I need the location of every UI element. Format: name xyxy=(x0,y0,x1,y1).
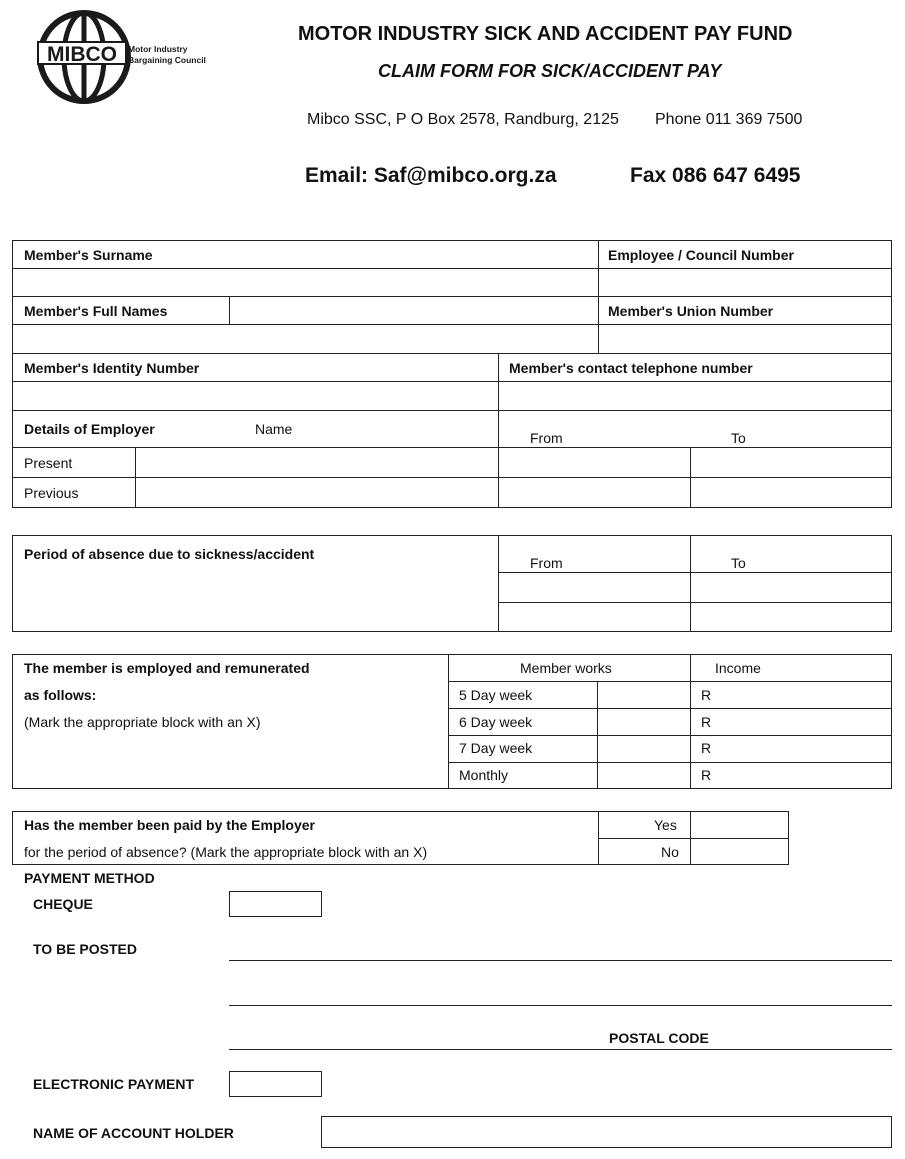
income-field-monthly[interactable] xyxy=(715,763,891,788)
income-currency: R xyxy=(701,740,712,756)
income-field-7-day[interactable] xyxy=(715,736,891,762)
member-works-header: Member works xyxy=(520,660,612,676)
present-employer-name-field[interactable] xyxy=(136,448,498,477)
remuneration-label: The member is employed and remunerated xyxy=(24,660,310,676)
absence-to-field[interactable] xyxy=(691,573,891,602)
divider xyxy=(12,410,892,411)
employer-to-header: To xyxy=(731,430,746,446)
absence-from-header: From xyxy=(530,555,563,571)
payment-method-heading: PAYMENT METHOD xyxy=(24,870,155,886)
divider xyxy=(12,353,892,354)
absence-to-header: To xyxy=(731,555,746,571)
fax-number: Fax 086 647 6495 xyxy=(630,164,801,187)
postal-address: Mibco SSC, P O Box 2578, Randburg, 2125 xyxy=(307,111,619,128)
telephone-label: Member's contact telephone number xyxy=(509,360,753,376)
income-header: Income xyxy=(715,660,761,676)
present-employer-to-field[interactable] xyxy=(691,448,891,477)
divider xyxy=(891,240,892,410)
divider xyxy=(12,240,892,241)
remuneration-label-line-2: as follows: xyxy=(24,687,97,703)
work-option-mark-7-day[interactable] xyxy=(598,736,690,762)
absence-to-field-2[interactable] xyxy=(691,603,891,631)
logo-subtext-2: Bargaining Council xyxy=(128,55,206,65)
mibco-logo xyxy=(36,7,216,107)
work-option-label: 7 Day week xyxy=(459,740,533,756)
income-currency: R xyxy=(701,767,712,783)
previous-label: Previous xyxy=(24,485,79,501)
union-number-label: Member's Union Number xyxy=(608,303,774,319)
employee-number-field[interactable] xyxy=(599,269,891,296)
employer-details-label: Details of Employer xyxy=(24,421,155,437)
divider xyxy=(891,410,892,507)
work-option-mark-monthly[interactable] xyxy=(598,763,690,788)
employer-from-header: From xyxy=(530,430,563,446)
paid-yes-box[interactable] xyxy=(691,812,788,838)
account-holder-label: NAME OF ACCOUNT HOLDER xyxy=(33,1125,234,1141)
phone-number: Phone 011 369 7500 xyxy=(655,111,803,128)
to-be-posted-label: TO BE POSTED xyxy=(33,941,137,957)
absence-from-field-2[interactable] xyxy=(499,603,690,631)
cheque-label: CHEQUE xyxy=(33,896,93,912)
logo-wordmark: MIBCO xyxy=(47,43,117,66)
work-option-label: Monthly xyxy=(459,767,509,783)
email-address: Email: Saf@mibco.org.za xyxy=(305,164,557,187)
logo-subtext-1: Motor Industry xyxy=(128,44,188,54)
work-option-label: 6 Day week xyxy=(459,714,533,730)
full-names-label: Member's Full Names xyxy=(24,303,168,319)
paid-question: Has the member been paid by the Employer xyxy=(24,817,315,833)
postal-address-line-2[interactable] xyxy=(229,1005,892,1006)
income-field-6-day[interactable] xyxy=(715,709,891,735)
employee-number-label: Employee / Council Number xyxy=(608,247,794,263)
previous-employer-to-field[interactable] xyxy=(691,478,891,507)
identity-number-field[interactable] xyxy=(13,382,498,410)
postal-code-label: POSTAL CODE xyxy=(609,1030,709,1046)
present-employer-from-field[interactable] xyxy=(499,448,690,477)
form-title: MOTOR INDUSTRY SICK AND ACCIDENT PAY FUND xyxy=(298,23,793,45)
full-names-field-line-2[interactable] xyxy=(13,325,598,353)
income-currency: R xyxy=(701,687,712,703)
postal-address-line-1[interactable] xyxy=(229,960,892,961)
income-field-5-day[interactable] xyxy=(715,682,891,708)
identity-number-label: Member's Identity Number xyxy=(24,360,200,376)
work-option-mark-6-day[interactable] xyxy=(598,709,690,735)
no-label: No xyxy=(661,844,679,860)
divider xyxy=(12,410,13,507)
employer-name-header: Name xyxy=(255,421,293,437)
account-holder-field[interactable] xyxy=(321,1116,892,1148)
union-number-field[interactable] xyxy=(599,325,891,353)
absence-period-label: Period of absence due to sickness/accident xyxy=(24,546,315,562)
divider xyxy=(690,654,691,789)
telephone-field[interactable] xyxy=(499,382,891,410)
paid-question-line-2: for the period of absence? (Mark the appropriate block with an X) xyxy=(24,844,428,860)
previous-employer-name-field[interactable] xyxy=(136,478,498,507)
remuneration-instruction: (Mark the appropriate block with an X) xyxy=(24,714,261,730)
divider xyxy=(12,507,892,508)
form-subtitle: CLAIM FORM FOR SICK/ACCIDENT PAY xyxy=(378,61,722,81)
surname-label: Member's Surname xyxy=(24,247,153,263)
paid-no-box[interactable] xyxy=(691,839,788,864)
work-option-label: 5 Day week xyxy=(459,687,533,703)
work-option-mark-5-day[interactable] xyxy=(598,682,690,708)
absence-from-field[interactable] xyxy=(499,573,690,602)
present-label: Present xyxy=(24,455,73,471)
postal-address-line-3[interactable] xyxy=(229,1049,892,1050)
previous-employer-from-field[interactable] xyxy=(499,478,690,507)
electronic-payment-checkbox[interactable] xyxy=(229,1071,322,1097)
surname-field[interactable] xyxy=(13,269,598,296)
cheque-checkbox[interactable] xyxy=(229,891,322,917)
divider xyxy=(448,654,449,789)
income-currency: R xyxy=(701,714,712,730)
yes-label: Yes xyxy=(654,817,677,833)
electronic-payment-label: ELECTRONIC PAYMENT xyxy=(33,1076,195,1092)
full-names-field[interactable] xyxy=(230,297,598,324)
